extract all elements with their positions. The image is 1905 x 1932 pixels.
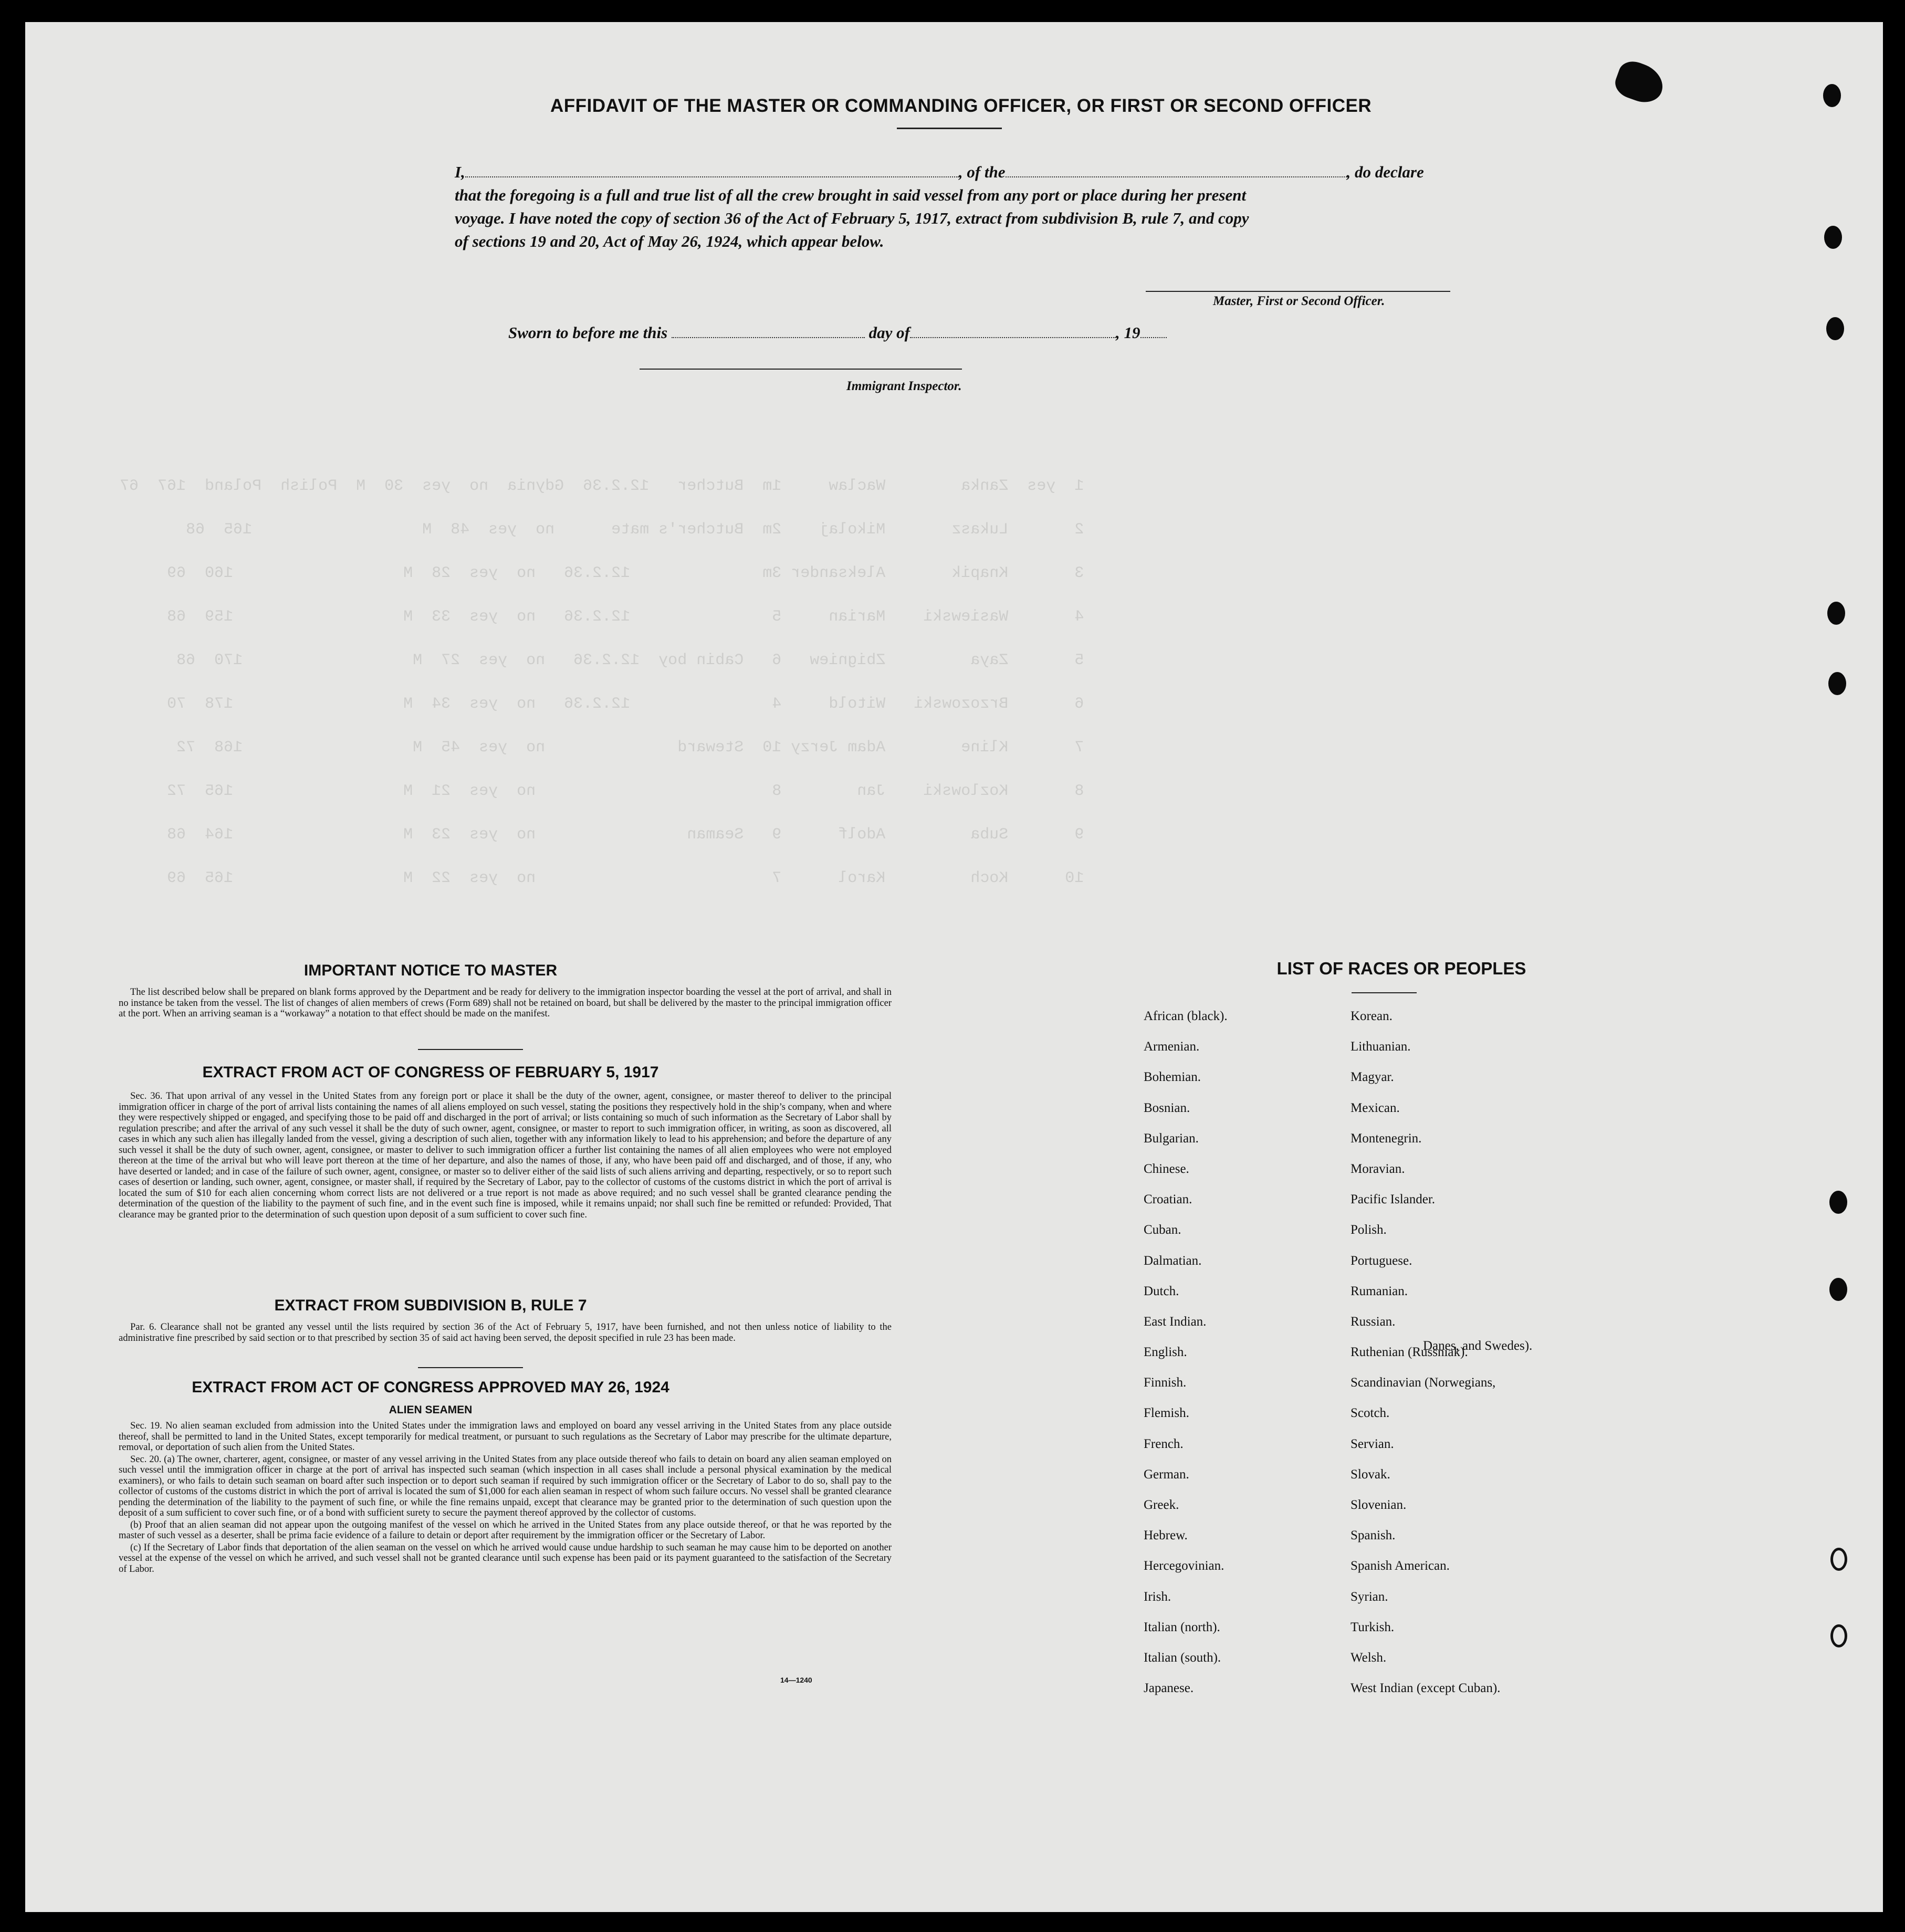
affidavit-line-4: of sections 19 and 20, Act of May 26, 1924, which appear below. xyxy=(455,232,884,250)
race-item: Hebrew. xyxy=(1144,1528,1188,1543)
par6-paragraph: Par. 6. Clearance shall not be granted any vessel until the lists required by section 36 of the Act of February 5, 1917, have been furnished, and not then unless notice of liability to the administrative fine prescribed by said section or to that prescribed by section 35 of said act having been served, the deposit specified in rule 23 has been made. xyxy=(119,1322,892,1343)
race-item: Polish. xyxy=(1351,1223,1387,1237)
i-label: I, xyxy=(455,163,465,181)
binder-hole xyxy=(1830,1548,1847,1571)
race-item: Moravian. xyxy=(1351,1161,1405,1176)
race-item: Lithuanian. xyxy=(1351,1040,1411,1054)
sec20b-paragraph: (b) Proof that an alien seaman did not appear upon the outgoing manifest of the vessel on which he arrived in the United States from any place outside thereof, or that he was reported by the master of such vessel as a deserter, shall be prima facie evidence of a failure to detain or deport after requirement by the immigration officer or the Secretary of Labor. xyxy=(119,1519,892,1541)
race-item: Flemish. xyxy=(1144,1406,1189,1421)
affidavit-line-1 xyxy=(455,163,1424,182)
torn-corner xyxy=(1611,57,1669,108)
bleed-through: 1 yes Zanka Waclaw 1m Butcher 12.2.36 Gdynia no yes 30 M Polish Poland 167 67 2 Lukasz Mikolaj 2m Butcher's mate no yes 48 M 165 68 3 Knapik Aleksander 3m 12.2.36 no yes 28 M 160 69 4 Wasiewski Marian 5 12.2.36 no yes 33 M 159 68 5 Zaya Zbigniew 6 Cabin boy 12.2.36 no yes 27 M 170 68 6 Brzozowski Witold 4 12.2.36 no yes 34 M 178 70 7 Kline Adam Jerzy 10 Steward no yes 45 M 168 72 8 Kozlowski Jan 8 no yes 21 M 165 72 9 Suba Adolf 9 Seaman no yes 23 M 164 68 10 Koch Karol 7 no yes 22 M 165 69 xyxy=(120,477,1084,887)
race-item: Italian (north). xyxy=(1144,1620,1220,1634)
race-item: Pacific Islander. xyxy=(1351,1192,1436,1207)
binder-hole xyxy=(1828,672,1846,695)
race-item: Ruthenian (Russniak). xyxy=(1351,1345,1468,1360)
race-item: Servian. xyxy=(1351,1436,1394,1451)
race-item: Cuban. xyxy=(1144,1223,1181,1237)
sworn-line xyxy=(508,323,1167,342)
race-item: Dutch. xyxy=(1144,1284,1179,1298)
master-signature-label: Master, First or Second Officer. xyxy=(1213,294,1385,308)
races-right-column xyxy=(1351,1009,1500,1712)
act1924-text xyxy=(119,1421,892,1576)
sworn-label: Sworn to before me this xyxy=(508,323,668,342)
race-item: Scotch. xyxy=(1351,1406,1390,1421)
race-item: Montenegrin. xyxy=(1351,1131,1422,1146)
race-item: Japanese. xyxy=(1144,1681,1194,1696)
do-declare-label: , do declare xyxy=(1346,163,1424,181)
race-item: Rumanian. xyxy=(1351,1284,1408,1298)
race-item: Irish. xyxy=(1144,1589,1171,1604)
binder-hole xyxy=(1829,1278,1847,1301)
race-item: Armenian. xyxy=(1144,1040,1200,1054)
race-item: Croatian. xyxy=(1144,1192,1192,1207)
race-item: Hercegovinian. xyxy=(1144,1559,1224,1573)
race-item: Bulgarian. xyxy=(1144,1131,1199,1146)
race-item: Greek. xyxy=(1144,1498,1179,1512)
race-item: Magyar. xyxy=(1351,1070,1394,1085)
form-number: 14—1240 xyxy=(780,1676,812,1684)
race-item: Portuguese. xyxy=(1351,1253,1412,1268)
act1924-title: EXTRACT FROM ACT OF CONGRESS APPROVED MAY 26, 1924 xyxy=(192,1379,669,1396)
act1917-text xyxy=(119,1091,892,1221)
vessel-field[interactable] xyxy=(1006,176,1347,177)
race-item: Welsh. xyxy=(1351,1650,1387,1665)
race-item: Slovak. xyxy=(1351,1467,1390,1482)
race-item: Bohemian. xyxy=(1144,1070,1201,1085)
name-field[interactable] xyxy=(465,176,959,177)
race-item: East Indian. xyxy=(1144,1314,1207,1329)
race-item: Spanish. xyxy=(1351,1528,1396,1543)
sec20c-paragraph: (c) If the Secretary of Labor finds that deportation of the alien seaman on the vessel on which he arrived would cause undue hardship to such seaman he may cause him to be deported on another vessel at the expense of the vessel on which he arrived, and such vessel shall not be granted clearance until such expense has been paid or its payment guaranteed to the satisfaction of the Secretary of Labor. xyxy=(119,1542,892,1574)
affidavit-line-3: voyage. I have noted the copy of section 36 of the Act of February 5, 1917, extract from subdivision B, rule 7, and copy xyxy=(455,209,1249,227)
master-signature-line[interactable] xyxy=(1146,291,1450,292)
inspector-signature-line[interactable] xyxy=(640,369,962,370)
year-label: , 19 xyxy=(1116,323,1140,342)
binder-hole xyxy=(1830,1624,1847,1647)
sec19-paragraph: Sec. 19. No alien seaman excluded from admission into the United States under the immigration laws and employed on board any vessel arriving in the United States from any place outside thereof, shall be permitted to land in the United States, except temporarily for medical treatment, or pursuant to such regulations as the Secretary of Labor may prescribe for the ultimate departure, removal, or deportation of such alien from the United States. xyxy=(119,1421,892,1453)
race-item: German. xyxy=(1144,1467,1189,1482)
sworn-day-field[interactable] xyxy=(672,337,865,338)
race-item: Spanish American. xyxy=(1351,1559,1450,1573)
race-item: African (black). xyxy=(1144,1009,1228,1023)
binder-hole xyxy=(1823,84,1841,107)
notice-text xyxy=(119,987,892,1021)
binder-hole xyxy=(1827,602,1845,625)
race-item: Bosnian. xyxy=(1144,1100,1190,1115)
affidavit-line-2: that the foregoing is a full and true list of all the crew brought in said vessel from any port or place during her present xyxy=(455,186,1247,204)
race-item: English. xyxy=(1144,1345,1187,1360)
race-item: Turkish. xyxy=(1351,1620,1395,1634)
races-title-rule xyxy=(1352,992,1417,993)
race-item: Dalmatian. xyxy=(1144,1253,1202,1268)
race-item: French. xyxy=(1144,1436,1184,1451)
races-left-column xyxy=(1144,1009,1228,1712)
race-item: Scandinavian (Norwegians, xyxy=(1351,1376,1496,1390)
rule7-title: EXTRACT FROM SUBDIVISION B, RULE 7 xyxy=(274,1297,587,1314)
notice-title: IMPORTANT NOTICE TO MASTER xyxy=(303,962,558,979)
binder-hole xyxy=(1826,317,1844,340)
binder-hole xyxy=(1824,226,1842,249)
rule7-rule xyxy=(418,1367,523,1368)
sworn-month-field[interactable] xyxy=(910,337,1116,338)
affidavit-title: AFFIDAVIT OF THE MASTER OR COMMANDING OFFICER, OR FIRST OR SECOND OFFICER xyxy=(550,96,1372,116)
race-item: Russian. xyxy=(1351,1314,1396,1329)
document-sheet xyxy=(25,22,1883,1912)
race-item: Slovenian. xyxy=(1351,1498,1407,1512)
race-item: Korean. xyxy=(1351,1009,1393,1023)
affidavit-title-rule xyxy=(897,128,1002,129)
notice-paragraph: The list described below shall be prepared on blank forms approved by the Department and be ready for delivery to the immigration inspector boarding the vessel at the port of arrival, and shall in no instance be taken from the vessel. The list of changes of alien members of crews (Form 689) shall not be retained on board, but shall be delivered by the master to the principal immigration officer at the port. When an arriving seaman is a “workaway” a notation to that effect should be made on the manifest. xyxy=(119,987,892,1019)
race-item: Chinese. xyxy=(1144,1161,1189,1176)
sec20a-paragraph: Sec. 20. (a) The owner, charterer, agent, consignee, or master of any vessel arriving in the United States from any place outside thereof who fails to detain on board any alien seaman employed on such vessel until the immigration officer in charge at the port of arrival has inspected such seaman (which inspection in all cases shall include a personal physical examination by the medical examiners), or who fails to detain such seaman on board after such inspection or to deport such seaman if required by such immigration officer or the Secretary of Labor to do so, shall pay to the collector of customs of the customs district in which the port of arrival is located the sum of $1,000 for each alien seaman in respect of whom such failure occurs. No vessel shall be granted clearance pending the determination of the liability to the payment of such fine, or while the fine remains unpaid, except that clearance may be granted prior to the determination of such question upon the deposit of a sum sufficient to cover such fine, or of a bond with sufficient surety to secure the payment thereof approved by the collector of customs. xyxy=(119,1454,892,1518)
rule7-text xyxy=(119,1322,892,1345)
race-item: West Indian (except Cuban). xyxy=(1351,1681,1501,1696)
race-item-scandinavian-cont: Danes, and Swedes). xyxy=(1423,1339,1533,1353)
binder-hole xyxy=(1829,1191,1847,1214)
race-item: Finnish. xyxy=(1144,1376,1187,1390)
alien-seamen-subtitle: ALIEN SEAMEN xyxy=(389,1404,473,1416)
race-item: Italian (south). xyxy=(1144,1650,1221,1665)
notice-rule xyxy=(418,1049,523,1050)
races-title: LIST OF RACES OR PEOPLES xyxy=(1276,959,1526,978)
inspector-label: Immigrant Inspector. xyxy=(846,379,962,393)
sec36-paragraph: Sec. 36. That upon arrival of any vessel in the United States from any foreign port or place it shall be the duty of the owner, agent, consignee, or master thereof to deliver to the principal immigration officer in charge of the port of arrival lists containing the names of all aliens employed on such vessel, stating the positions they respectively hold in the ship’s company, when and where they were respectively shipped or engaged, and specifying those to be paid off and discharged in the port of arrival; or lists containing so much of such information as the Secretary of Labor shall by regulation prescribe; and after the arrival of any such vessel it shall be the duty of such owner, agent, consignee, or master to report to such immigration officer, in writing, as soon as discovered, all cases in which any such alien has illegally landed from the vessel, giving a description of such alien, together with any information likely to lead to his apprehension; and before the departure of any such vessel it shall be the duty of such owner, agent, consignee, or master to deliver to such immigration officer a further list containing the names of all alien employees who were not employed thereon at the time of the arrival but who will leave port thereon at the time of her departure, and also the names of those, if any, who have been paid off and discharged, and of those, if any, who have deserted or landed; and in case of the failure of such owner, agent, consignee, or master so to deliver either of the said lists of such aliens arriving and departing, respectively, or so to report such cases of desertion or landing, such owner, agent, consignee, or master shall, if required by the Secretary of Labor, pay to the collector of customs of the customs district in which the port of arrival is located the sum of $10 for each alien concerning whom correct lists are not delivered or a true report is not made as above required; and no such vessel shall be granted clearance pending the determination of the question of the liability to the payment of such fine, and in the event such fine is imposed, while it remains unpaid; nor shall such fine be remitted or refunded: Provided, That clearance may be granted prior to the determination of such question upon deposit of a sum sufficient to cover such fine. xyxy=(119,1091,892,1220)
race-item: Mexican. xyxy=(1351,1100,1400,1115)
sworn-year-field[interactable] xyxy=(1140,337,1167,338)
race-item: Syrian. xyxy=(1351,1589,1388,1604)
day-of-label: day of xyxy=(868,323,910,342)
act1917-title: EXTRACT FROM ACT OF CONGRESS OF FEBRUARY 5, 1917 xyxy=(202,1064,659,1081)
of-the-label: , of the xyxy=(958,163,1006,181)
